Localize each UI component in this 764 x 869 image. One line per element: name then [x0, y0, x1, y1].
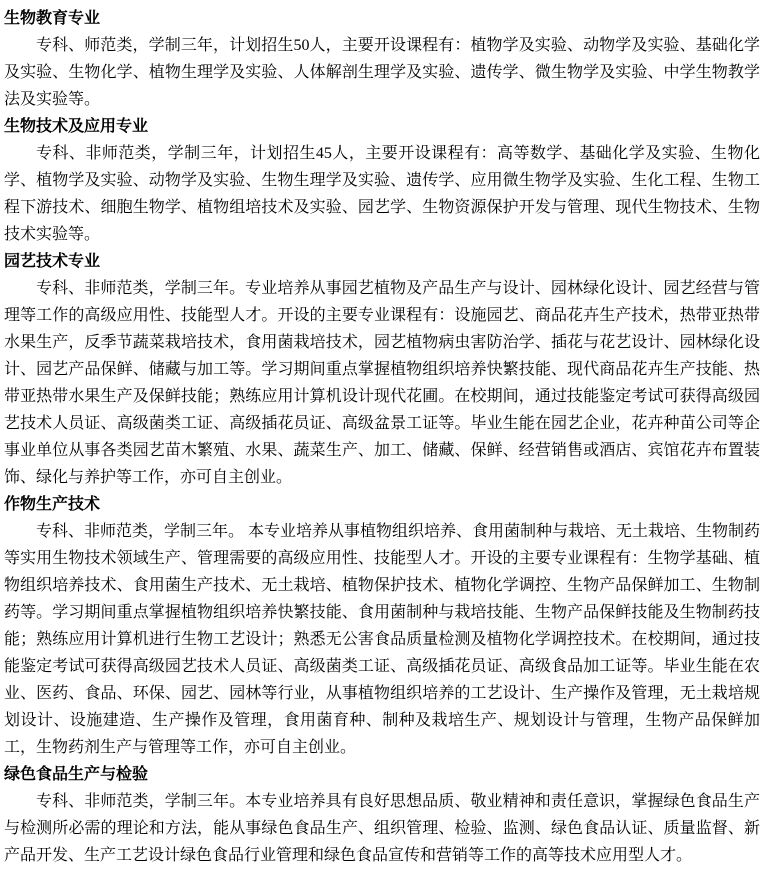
- section-horticulture-technology: [4, 248, 760, 491]
- section-heading-crop-production-technology: 作物生产技术: [4, 496, 101, 513]
- section-heading-biotech-application: 生物技术及应用专业: [4, 118, 149, 135]
- section-heading-bio-education: 生物教育专业: [4, 10, 101, 27]
- section-paragraph-biotech-application: 专科、非师范类，学制三年，计划招生45人，主要开设课程有：高等数学、基础化学及实验、生物化学、植物学及实验、动物学及实验、生物生理学及实验、遗传学、应用微生物学及实验、生化工程、生物工程下游技术、细胞生物学、植物组培技术及实验、园艺学、生物资源保护开发与管理、现代生物技术、生物技术实验等。: [4, 145, 760, 243]
- section-paragraph-horticulture-technology: 专科、非师范类，学制三年。专业培养从事园艺植物及产品生产与设计、园林绿化设计、园艺经营与管理等工作的高级应用性、技能型人才。开设的主要专业课程有：设施园艺、商品花卉生产技术，热带亚热带水果生产，反季节蔬菜栽培技术，食用菌栽培技术，园艺植物病虫害防治学、插花与花艺设计、园林绿化设计、园艺产品保鲜、储藏与加工等。学习期间重点掌握植物组织培养快繁技能、现代商品花卉生产技能、热带亚热带水果生产及保鲜技能；熟练应用计算机设计现代花圃。在校期间，通过技能鉴定考试可获得高级园艺技术人员证、高级菌类工证、高级插花员证、高级盆景工证等。毕业生能在园艺企业，花卉种苗公司等企事业单位从事各类园艺苗木繁殖、水果、蔬菜生产、加工、储藏、保鲜、经营销售或酒店、宾馆花卉布置装饰、绿化与养护等工作，亦可自主创业。: [4, 280, 760, 486]
- section-crop-production-technology: [4, 491, 760, 761]
- section-bio-education: [4, 5, 760, 113]
- section-heading-green-food-production-inspection: 绿色食品生产与检验: [4, 766, 149, 783]
- section-green-food-production-inspection: [4, 761, 760, 869]
- section-paragraph-bio-education: 专科、师范类，学制三年，计划招生50人，主要开设课程有：植物学及实验、动物学及实验、基础化学及实验、生物化学、植物生理学及实验、人体解剖生理学及实验、遗传学、微生物学及实验、中学生物教学法及实验等。: [4, 37, 760, 108]
- section-paragraph-green-food-production-inspection: 专科、非师范类，学制三年。本专业培养具有良好思想品质、敬业精神和责任意识，掌握绿色食品生产与检测所必需的理论和方法，能从事绿色食品生产、组织管理、检验、监测、绿色食品认证、质量监督、新产品开发、生产工艺设计绿色食品行业管理和绿色食品宣传和营销等工作的高等技术应用型人才。: [4, 793, 760, 864]
- section-paragraph-crop-production-technology: 专科、非师范类，学制三年。 本专业培养从事植物组织培养、食用菌制种与栽培、无土栽培、生物制药等实用生物技术领域生产、管理需要的高级应用性、技能型人才。开设的主要专业课程有：生物学基础、植物组织培养技术、食用菌生产技术、无土栽培、植物保护技术、植物化学调控、生物产品保鲜加工、生物制药等。学习期间重点掌握植物组织培养快繁技能、食用菌制种与栽培技能、生物产品保鲜技能及生物制药技能；熟练应用计算机进行生物工艺设计；熟悉无公害食品质量检测及植物化学调控技术。在校期间，通过技能鉴定考试可获得高级园艺技术人员证、高级菌类工证、高级插花员证、高级食品加工证等。毕业生能在农业、医药、食品、环保、园艺、园林等行业，从事植物组织培养的工艺设计、生产操作及管理，无土栽培规划设计、设施建造、生产操作及管理，食用菌育种、制种及栽培生产、规划设计与管理，生物产品保鲜加工，生物药剂生产与管理等工作，亦可自主创业。: [4, 523, 761, 756]
- section-heading-horticulture-technology: 园艺技术专业: [4, 253, 101, 270]
- section-biotech-application: [4, 113, 760, 248]
